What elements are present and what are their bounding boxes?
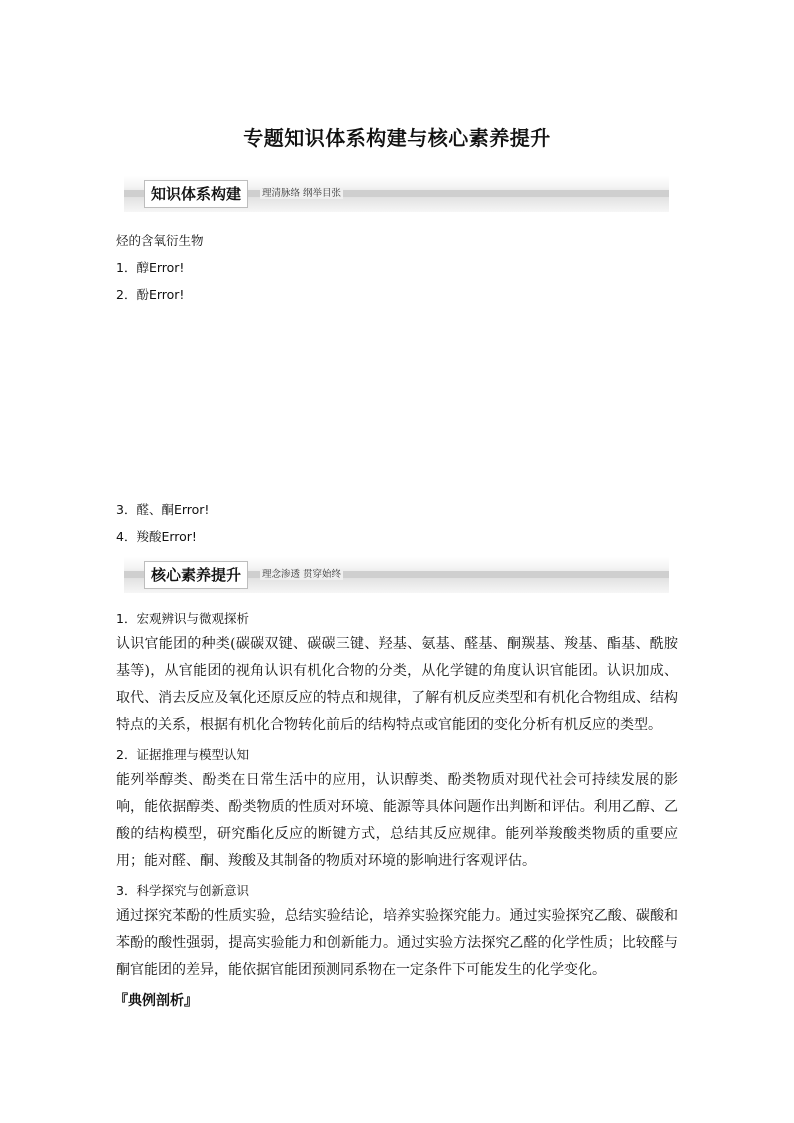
section-banner-core — [124, 557, 669, 593]
intro-text: 烃的含氧衍生物 — [116, 233, 204, 248]
page-title: 专题知识体系构建与核心素养提升 — [243, 126, 551, 150]
core-heading: 1．宏观辨识与微观探析 — [116, 611, 249, 626]
core-paragraph: 能列举醇类、酚类在日常生活中的应用，认识醇类、酚类物质对现代社会可持续发展的影响，能依据醇类、酚类物质的性质对环境、能源等具体问题作出判断和评估。利用乙醇、乙酸的结构模型，研究酯化反应的断键方式，总结其反应规律。能列举羧酸类物质的重要应用；能对醛、酮、羧酸及其制备的物质对环境的影响进行客观评估。 — [116, 772, 678, 869]
list-item: 2．酚Error! — [116, 287, 185, 302]
list-item: 1．醇Error! — [116, 260, 185, 275]
section-banner-knowledge — [124, 176, 669, 212]
section-subtitle: 理念渗透 贯穿始终 — [262, 569, 342, 580]
section-heading: 核心素养提升 — [144, 561, 248, 589]
core-heading: 3．科学探究与创新意识 — [116, 883, 249, 898]
core-paragraph: 认识官能团的种类(碳碳双键、碳碳三键、羟基、氨基、醛基、酮羰基、羧基、酯基、酰胺基等)，从官能团的视角认识有机化合物的分类，从化学键的角度认识官能团。认识加成、取代、消去反应及氧化还原反应的特点和规律，了解有机反应类型和有机化合物组成、结构特点的关系，根据有机化合物转化前后的结构特点或官能团的变化分析有机反应的类型。 — [116, 636, 678, 733]
core-heading: 2．证据推理与模型认知 — [116, 747, 249, 762]
list-item: 4．羧酸Error! — [116, 529, 197, 544]
case-analysis-label: 『典例剖析』 — [114, 993, 198, 1009]
section-heading: 知识体系构建 — [144, 180, 248, 208]
section-subtitle: 理清脉络 纲举目张 — [262, 188, 342, 199]
list-item: 3．醛、酮Error! — [116, 502, 210, 517]
core-paragraph: 通过探究苯酚的性质实验，总结实验结论，培养实验探究能力。通过实验探究乙酸、碳酸和苯酚的酸性强弱，提高实验能力和创新能力。通过实验方法探究乙醛的化学性质；比较醛与酮官能团的差异，能依据官能团预测同系物在一定条件下可能发生的化学变化。 — [116, 908, 678, 978]
